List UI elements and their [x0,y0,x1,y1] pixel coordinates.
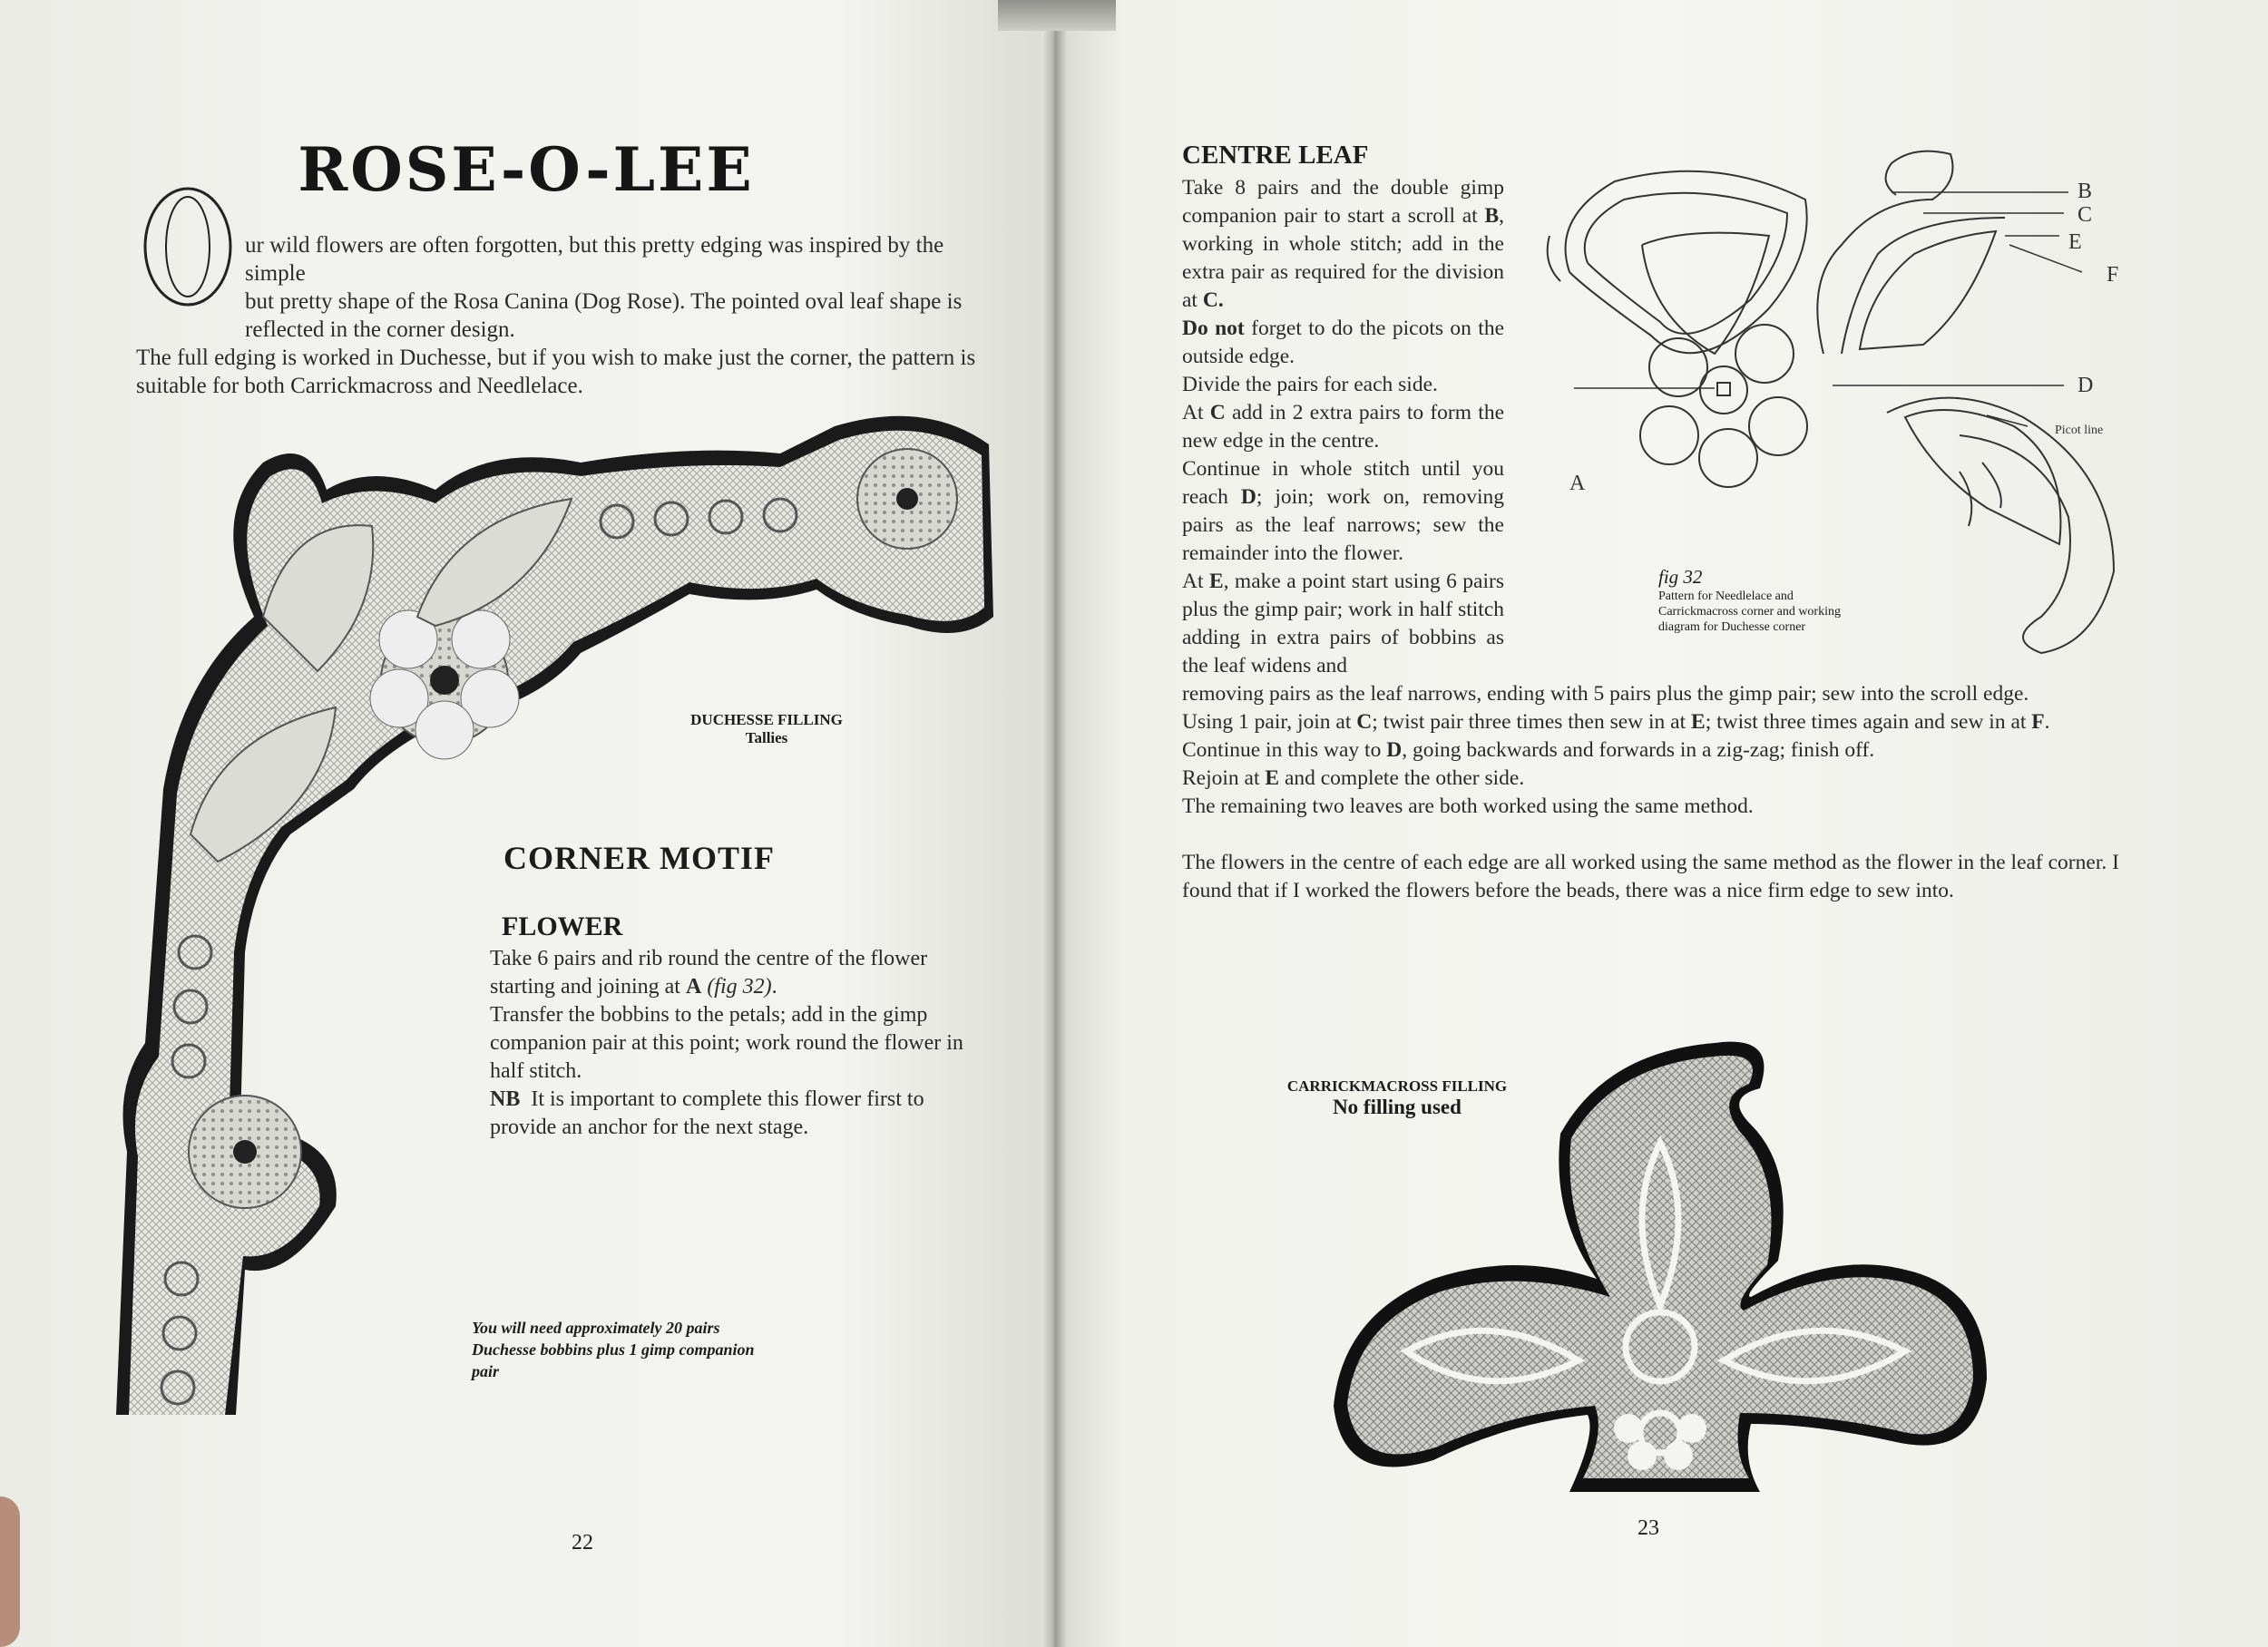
filling-sub-text: Tallies [745,729,788,746]
narrow-column [1182,174,1504,680]
ref-c: C. [1202,288,1224,312]
label-c: C [2077,203,2093,227]
intro-line: ur wild flowers are often forgotten, but this pretty edging was inspired by the simple [245,233,944,286]
para: removing pairs as the leaf narrows, ending with 5 pairs plus the gimp pair; sew into the scroll edge. [1182,682,2029,706]
fig-ref: (fig 32) [707,975,772,999]
t: ; twist three times again and sew in at [1705,710,2027,734]
para: The remaining two leaves are both worked using the same method. [1182,794,1754,818]
background-shadow [998,0,1116,31]
label-e: E [2068,230,2082,254]
flower-paragraph-1: Take 6 pairs and rib round the centre of the flower starting and joining at A (fig 32). [490,947,928,999]
para: The flowers in the centre of each edge are all worked using the same method as the flower in the leaf corner. I found that if I worked the flowers before the beads, there was a nice firm edge to sew into. [1182,851,2119,902]
t: . [2044,710,2050,734]
label-picot: Picot line [2055,424,2104,437]
ref-a: A [685,975,702,999]
duchesse-filling-label [635,711,898,747]
book-gutter [1041,0,1067,1647]
ref-c: C [1209,401,1226,424]
corner-motif-heading: CORNER MOTIF [503,840,775,876]
t: At [1182,570,1204,593]
figure-caption [1658,566,1867,635]
intro-line: but pretty shape of the Rosa Canina (Dog Rose). The pointed oval leaf shape is [245,289,963,314]
t: Continue in this way to [1182,738,1382,762]
svg-text:O: O [141,183,142,184]
t: forget to do the picots on the outside edge. [1182,317,1504,368]
text: Take 6 pairs and rib round the centre of the flower starting and joining at [490,947,928,999]
materials-note: You will need approximately 20 pairs Duchesse bobbins plus 1 gimp companion pair [472,1319,755,1380]
t: , make a point start using 6 pairs plus the gimp pair; work in half stitch adding in extra pairs of bobbins as the leaf widens and [1182,570,1504,677]
label-a: A [1569,472,1586,495]
fig-caption-text: Pattern for Needlelace and Carrickmacross corner and working diagram for Duchesse corner [1658,590,1841,634]
ref-f: F [2031,710,2045,734]
fig-label: fig 32 [1658,566,1703,588]
nb-paragraph [490,1086,980,1142]
para [1182,174,1504,315]
label-f: F [2107,263,2119,287]
page-title: ROSE-O-LEE [298,134,755,205]
label-d: D [2077,374,2094,397]
para [1182,315,1504,371]
flower-instructions [490,945,980,1142]
para [1182,568,1504,680]
para [1182,708,2135,736]
filling-label-text: DUCHESSE FILLING [690,711,843,728]
flower-heading: FLOWER [502,911,623,941]
t: add in 2 extra pairs to form the new edge in the centre. [1182,401,1504,453]
para [1182,399,1504,455]
ref-c: C [1356,710,1373,734]
page-number-right: 23 [1637,1516,1659,1540]
carr-label-text: CARRICKMACROSS FILLING [1286,1077,1508,1095]
para [1182,736,2135,765]
nb-text: It is important to complete this flower first to provide an anchor for the next stage. [490,1087,924,1139]
t: ; twist pair three times then sew in at [1372,710,1686,734]
carrickmacross-motif-image [1325,1034,1996,1506]
ref-e: E [1208,570,1224,593]
do-not: Do not [1182,317,1245,340]
t: Rejoin at [1182,766,1260,790]
para: Divide the pairs for each side. [1182,373,1438,396]
intro-line: suitable for both Carrickmacross and Needlelace. [136,374,583,398]
flower-paragraph-2: Transfer the bobbins to the petals; add in the gimp companion pair at this point; work round the flower in half stitch. [490,1003,963,1083]
intro-line: reflected in the corner design. [245,317,515,342]
page-number-left: 22 [572,1531,593,1554]
t: Take 8 pairs and the double gimp companion pair to start a scroll at [1182,176,1504,228]
ref-d: D [1240,485,1256,509]
para [1182,455,1504,568]
nb-label: NB [490,1087,521,1111]
ref-e: E [1691,710,1706,734]
t: , working in whole stitch; add in the extra pair as required for the division at [1182,204,1504,312]
ref-b: B [1484,204,1500,228]
t: Using 1 pair, join at [1182,710,1352,734]
ref-e: E [1265,766,1280,790]
carr-sub-text: No filling used [1333,1096,1461,1118]
para [1182,765,2135,793]
intro-line: The full edging is worked in Duchesse, but if you wish to make just the corner, the pattern is [136,346,976,370]
intro-paragraph [136,231,1007,400]
t: Continue in whole stitch until you reach [1182,457,1504,509]
holding-finger [0,1496,20,1647]
centre-leaf-heading: CENTRE LEAF [1182,141,1369,170]
t: and complete the other side. [1284,766,1525,790]
label-b: B [2077,180,2093,203]
t: ; join; work on, removing pairs as the leaf narrows; sew the remainder into the flower. [1182,485,1505,565]
t: At [1182,401,1204,424]
t: , going backwards and forwards in a zig-zag; finish off. [1402,738,1875,762]
ref-d: D [1386,738,1403,762]
